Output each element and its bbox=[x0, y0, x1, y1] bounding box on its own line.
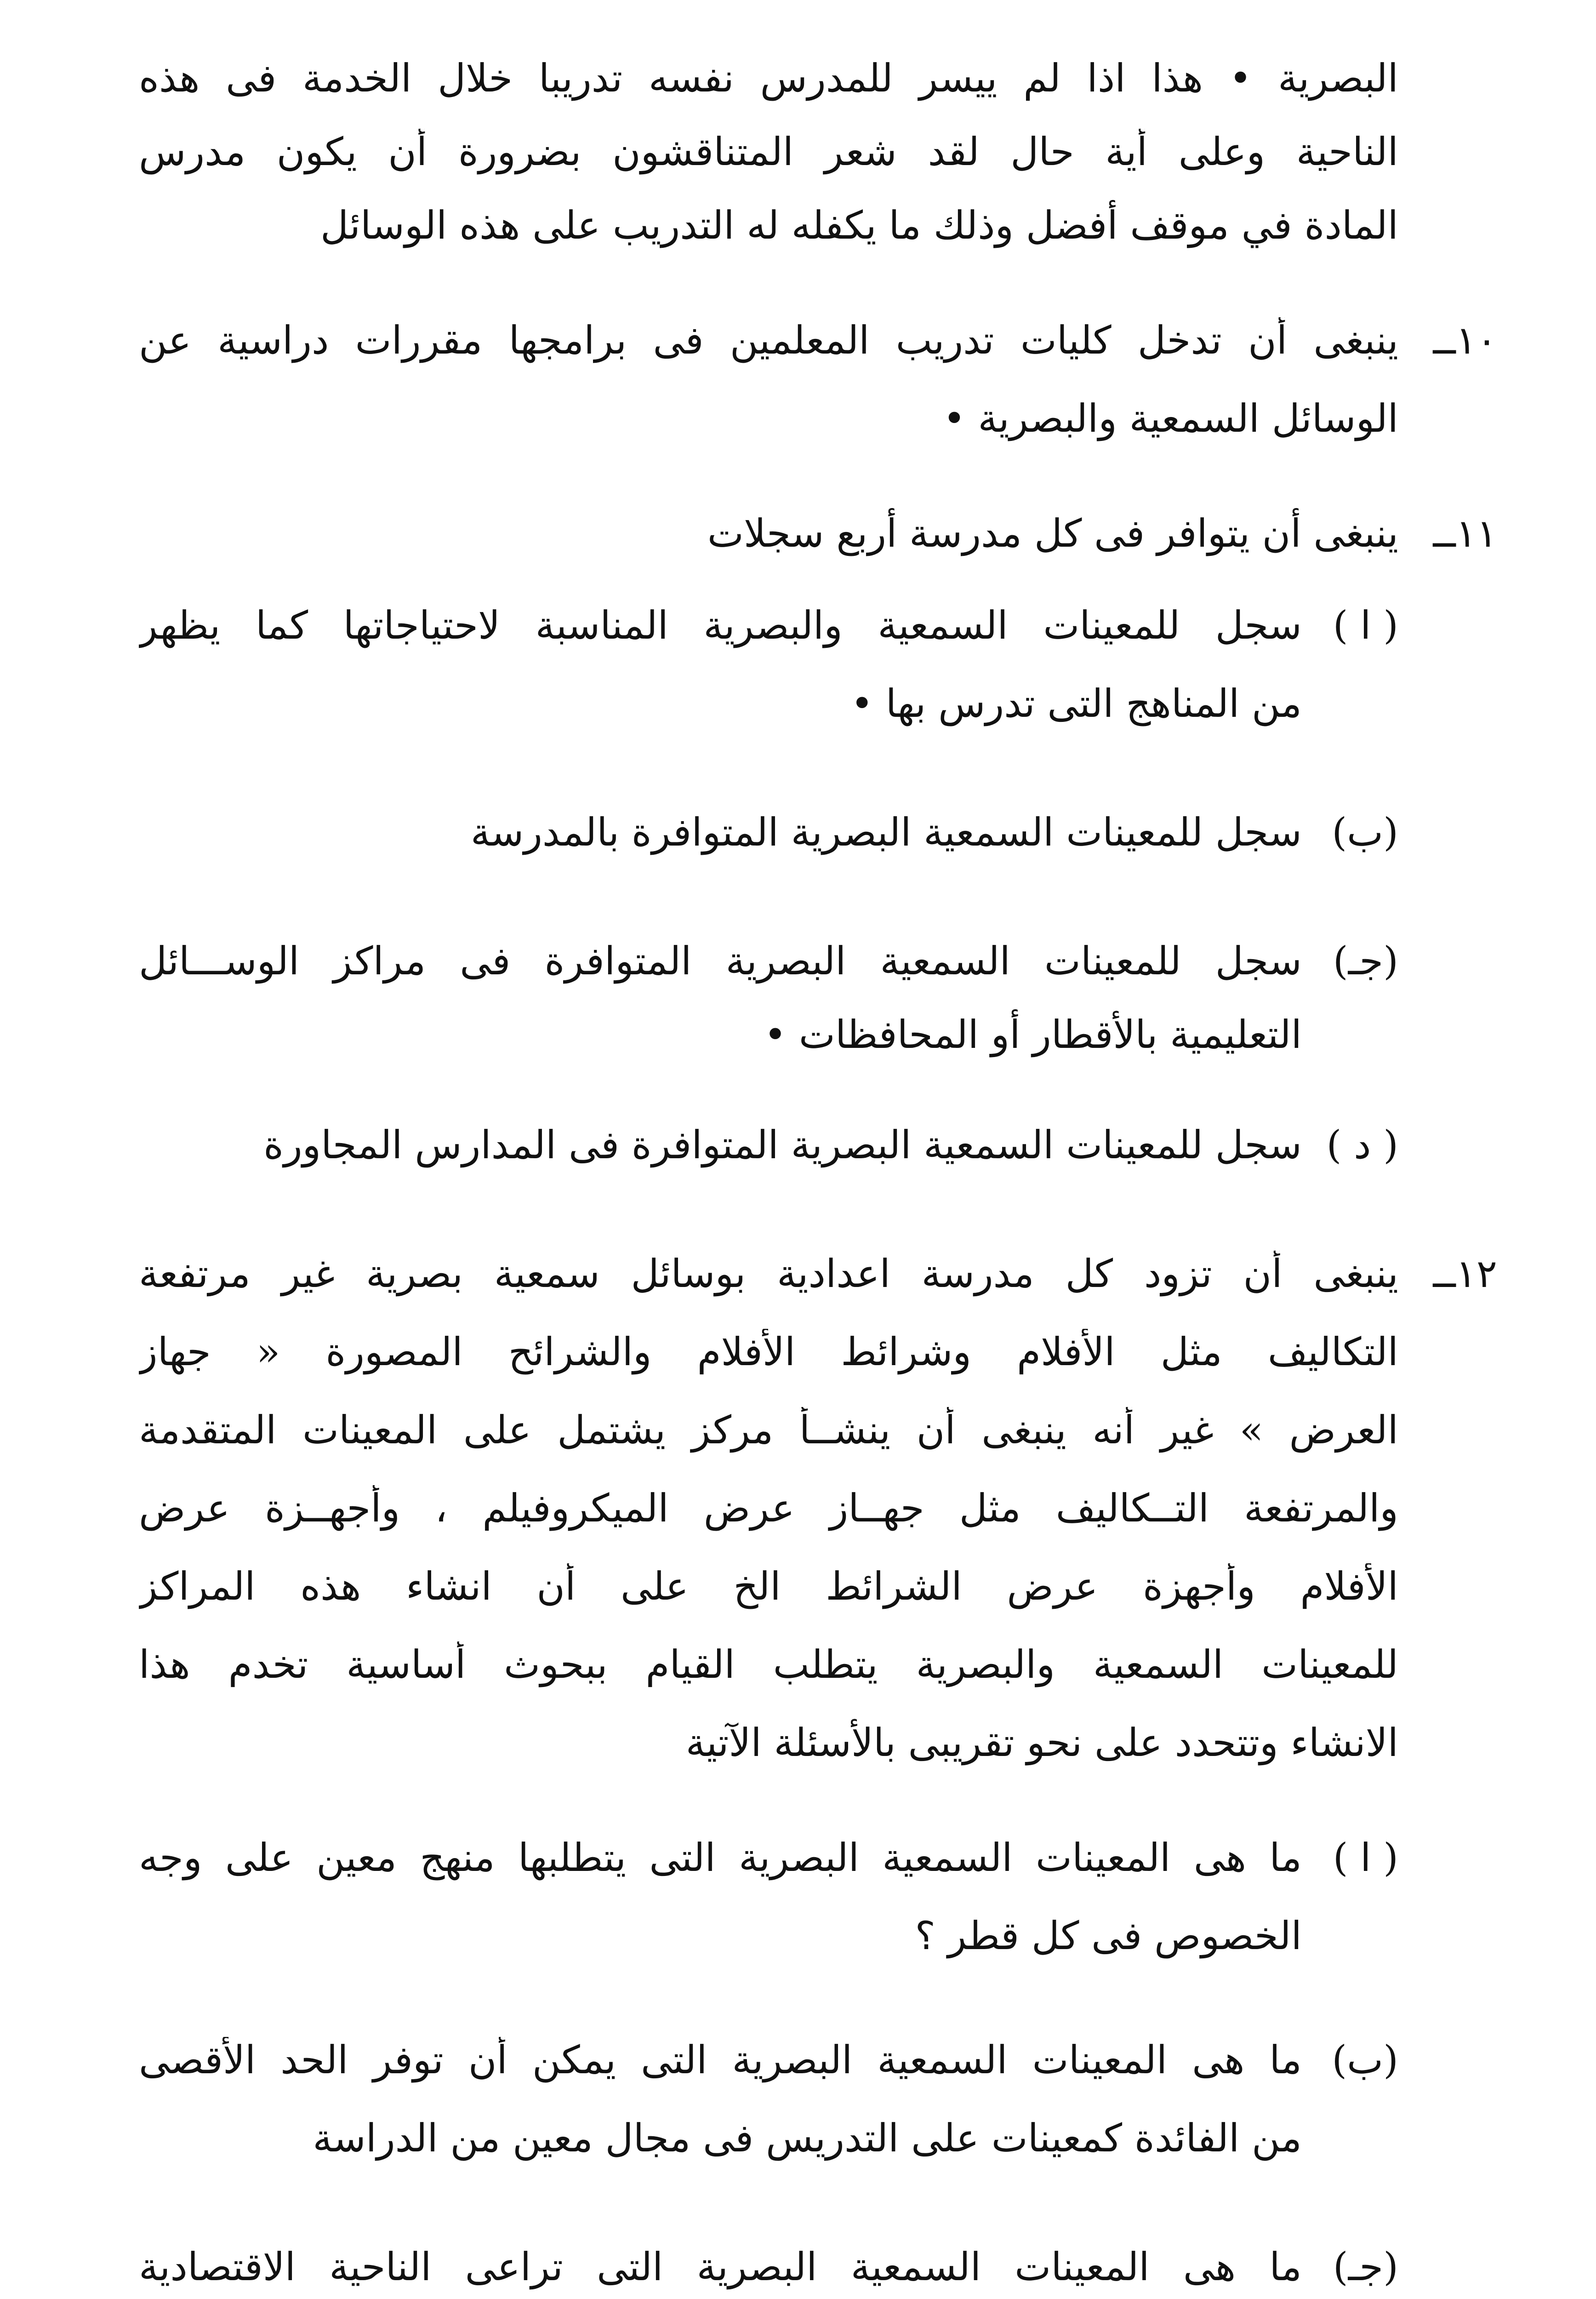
item-10-line-1: ينبغى أن تدخل كليات تدريب المعلمين فى برامجها مقررات دراسية عن bbox=[139, 318, 1398, 363]
intro-line-1: البصرية • هذا اذا لم ييسر للمدرس نفسه تدريبا خلال الخدمة فى هذه bbox=[139, 56, 1398, 101]
item-12-line-1: ينبغى أن تزود كل مدرسة اعدادية بوسائل سمعية بصرية غير مرتفعة bbox=[139, 1251, 1398, 1296]
item-12-sub-b-label: (ب) bbox=[1332, 2037, 1398, 2082]
item-12-sub-b-line-2: من الفائدة كمعينات على التدريس فى مجال معين من الدراسة bbox=[313, 2116, 1302, 2161]
item-12-line-3: العرض » غير أنه ينبغى أن ينشــأ مركز يشتمل على المعينات المتقدمة bbox=[139, 1407, 1398, 1453]
item-11-sub-c-label: (جـ) bbox=[1333, 938, 1398, 984]
item-12-sub-c-line-1: ما هى المعينات السمعية البصرية التى تراعى الناحية الاقتصادية bbox=[139, 2244, 1302, 2289]
intro-line-2: الناحية وعلى أية حال لقد شعر المتناقشون بضرورة أن يكون مدرس bbox=[139, 129, 1398, 174]
item-11-sub-d-line-1: سجل للمعينات السمعية البصرية المتوافرة فى المدارس المجاورة bbox=[263, 1122, 1302, 1167]
item-12-line-7: الانشاء وتتحدد على نحو تقريبى بالأسئلة الآتية bbox=[685, 1720, 1398, 1765]
item-11-sub-a-label: ( ا ) bbox=[1333, 603, 1398, 648]
item-12-line-4: والمرتفعة التــكاليف مثل جهــاز عرض الميكروفيلم ، وأجهــزة عرض bbox=[139, 1486, 1398, 1531]
item-11-sub-b-line-1: سجل للمعينات السمعية البصرية المتوافرة بالمدرسة bbox=[470, 810, 1302, 855]
item-12-sub-a-label: ( ا ) bbox=[1333, 1835, 1398, 1880]
item-11-sub-a-line-1: سجل للمعينات السمعية والبصرية المناسبة لاحتياجاتها كما يظهر bbox=[139, 603, 1302, 648]
item-12-sub-b-line-1: ما هى المعينات السمعية البصرية التى يمكن أن توفر الحد الأقصى bbox=[139, 2037, 1302, 2082]
item-12-line-6: للمعينات السمعية والبصرية يتطلب القيام ببحوث أساسية تخدم هذا bbox=[139, 1642, 1398, 1687]
item-10-line-2: الوسائل السمعية والبصرية • bbox=[943, 396, 1398, 441]
item-11-sub-d-label: ( د ) bbox=[1326, 1122, 1398, 1167]
item-12-sub-c-label: (جـ) bbox=[1333, 2244, 1398, 2289]
item-12-line-2: التكاليف مثل الأفلام وشرائط الأفلام والشرائح المصورة « جهاز bbox=[139, 1329, 1398, 1374]
intro-line-3: المادة في موقف أفضل وذلك ما يكفله له التدريب على هذه الوسائل bbox=[320, 203, 1398, 248]
item-11-sub-c-line-1: سجل للمعينات السمعية البصرية المتوافرة فى مراكز الوســـائل bbox=[139, 938, 1302, 984]
item-10-number: ١٠ــ bbox=[1433, 318, 1497, 363]
item-11-sub-a-line-2: من المناهج التى تدرس بها • bbox=[850, 681, 1302, 726]
item-11-number: ١١ــ bbox=[1433, 511, 1497, 556]
item-12-line-5: الأفلام وأجهزة عرض الشرائط الخ على أن انشاء هذه المراكز bbox=[139, 1564, 1398, 1609]
item-11-heading: ينبغى أن يتوافر فى كل مدرسة أربع سجلات bbox=[707, 511, 1398, 556]
item-12-sub-a-line-1: ما هى المعينات السمعية البصرية التى يتطلبها منهج معين على وجه bbox=[139, 1835, 1302, 1880]
item-11-sub-c-line-2: التعليمية بالأقطار أو المحافظات • bbox=[764, 1012, 1302, 1057]
item-12-sub-a-line-2: الخصوص فى كل قطر ؟ bbox=[915, 1913, 1302, 1958]
item-12-number: ١٢ــ bbox=[1433, 1251, 1497, 1296]
item-11-sub-b-label: (ب) bbox=[1332, 810, 1398, 855]
